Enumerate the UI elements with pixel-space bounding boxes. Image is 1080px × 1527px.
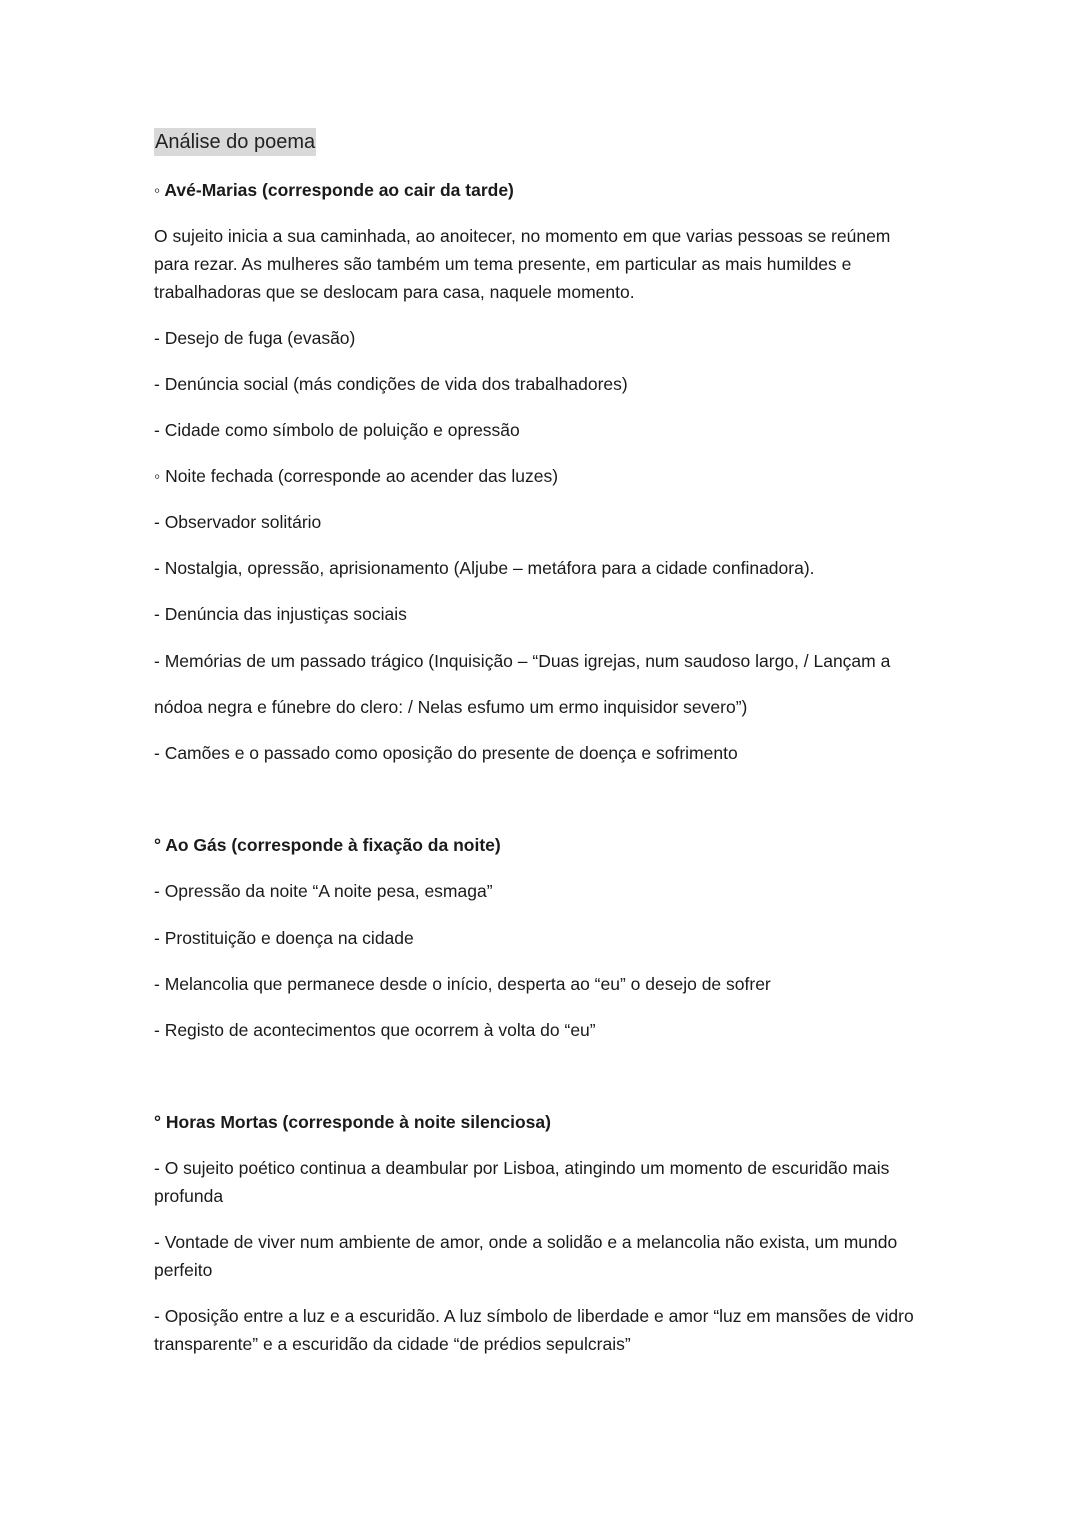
section-heading-ave-marias: ◦ Avé-Marias (corresponde ao cair da tarde) [154, 180, 514, 200]
list-item: - Memórias de um passado trágico (Inquisição – “Duas igrejas, num saudoso largo, / Lançam a [154, 651, 891, 671]
list-item: - Oposição entre a luz e a escuridão. A luz símbolo de liberdade e amor “luz em mansões de vidro transparente” e a escuridão da cidade “de prédios sepulcrais” [154, 1306, 914, 1354]
list-item: - O sujeito poético continua a deambular por Lisboa, atingindo um momento de escuridão mais profunda [154, 1158, 890, 1206]
list-item: - Melancolia que permanece desde o início, desperta ao “eu” o desejo de sofrer [154, 974, 771, 994]
document-title-wrap [154, 128, 934, 156]
section-heading-noite-fechada: ◦ Noite fechada (corresponde ao acender das luzes) [154, 466, 559, 486]
section-heading-ao-gas: ° Ao Gás (corresponde à fixação da noite) [154, 835, 501, 855]
list-item: - Registo de acontecimentos que ocorrem à volta do “eu” [154, 1020, 596, 1040]
list-item: - Denúncia das injustiças sociais [154, 604, 407, 624]
list-item: - Cidade como símbolo de poluição e opressão [154, 420, 520, 440]
list-item: - Desejo de fuga (evasão) [154, 328, 356, 348]
list-item: - Vontade de viver num ambiente de amor, onde a solidão e a melancolia não exista, um mundo perfeito [154, 1232, 898, 1280]
list-item-continuation: nódoa negra e fúnebre do clero: / Nelas esfumo um ermo inquisidor severo”) [154, 697, 748, 717]
document-title: Análise do poema [154, 128, 316, 156]
list-item: - Opressão da noite “A noite pesa, esmaga” [154, 881, 493, 901]
list-item: - Observador solitário [154, 512, 322, 532]
section-intro-ave-marias: O sujeito inicia a sua caminhada, ao anoitecer, no momento em que varias pessoas se reúnem para rezar. As mulheres são também um tema presente, em particular as mais humildes e trabalhadoras que se deslocam para casa, naquele momento. [154, 226, 891, 302]
list-item: - Denúncia social (más condições de vida dos trabalhadores) [154, 374, 628, 394]
section-heading-horas-mortas: ° Horas Mortas (corresponde à noite silenciosa) [154, 1112, 551, 1132]
list-item: - Camões e o passado como oposição do presente de doença e sofrimento [154, 743, 738, 763]
list-item: - Prostituição e doença na cidade [154, 928, 414, 948]
list-item: - Nostalgia, opressão, aprisionamento (Aljube – metáfora para a cidade confinadora). [154, 558, 815, 578]
